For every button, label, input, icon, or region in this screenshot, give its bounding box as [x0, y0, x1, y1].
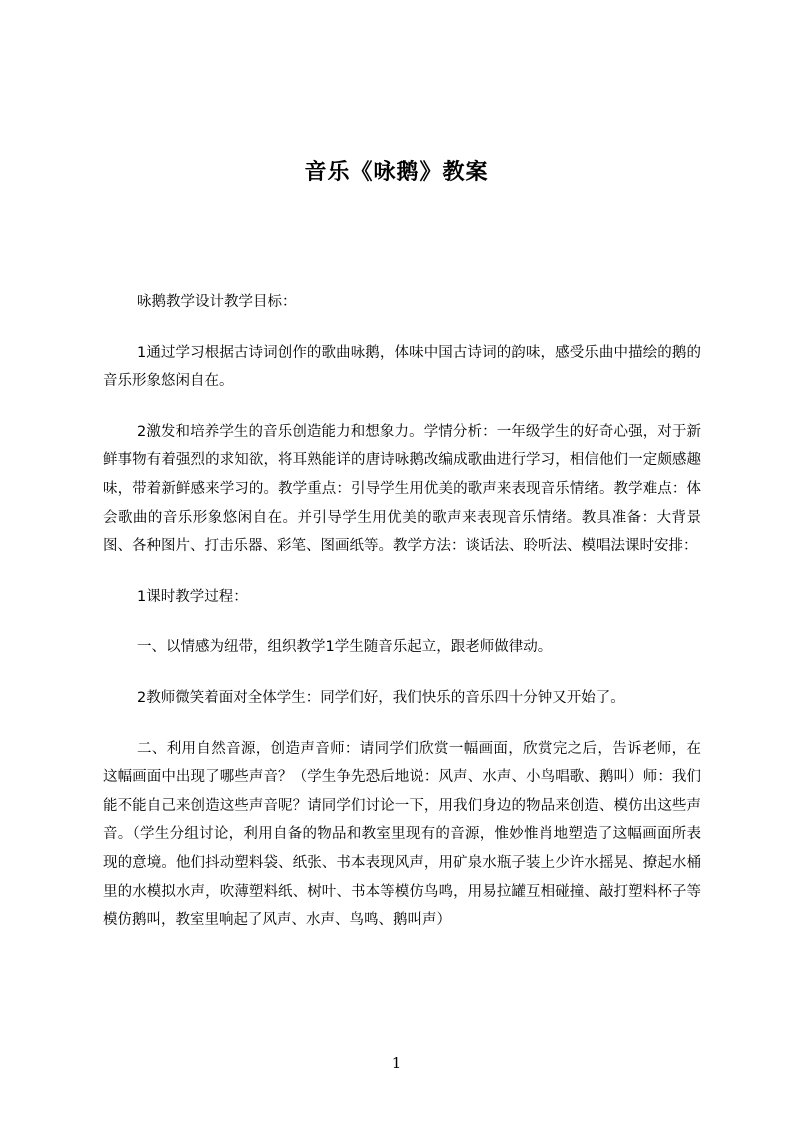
- page-title: 音乐《咏鹅》教案: [304, 159, 489, 185]
- paragraph-objective-1: 1通过学习根据古诗词创作的歌曲咏鹅，体味中国古诗词的韵味，感受乐曲中描绘的鹅的音乐形象悠闲自在。: [103, 344, 701, 390]
- page-number: 1: [391, 1054, 402, 1072]
- paragraph-step-2: 二、利用自然音源，创造声音师：请同学们欣赏一幅画面，欣赏完之后，告诉老师，在这幅画面中出现了哪些声音？（学生争先恐后地说：风声、水声、小鸟唱歌、鹅叫）师：我们能不能自己来创造这些声音呢？请同学们讨论一下，用我们身边的物品来创造、模仿出这些声音。（学生分组讨论，利用自备的物品和教室里现有的音源，惟妙惟肖地塑造了这幅画面所表现的意境。他们抖动塑料袋、纸张、书本表现风声，用矿泉水瓶子装上少许水摇晃、撩起水桶里的水模拟水声，吹薄塑料纸、树叶、书本等模仿鸟鸣，用易拉罐互相碰撞、敲打塑料杯子等模仿鹅叫，教室里响起了风声、水声、鸟鸣、鹅叫声）: [103, 740, 701, 929]
- paragraph-step-1: 一、以情感为纽带，组织教学1学生随音乐起立，跟老师做律动。: [137, 639, 553, 656]
- paragraph-class-hours: 1课时教学过程：: [137, 588, 248, 605]
- paragraph-objectives-heading: 咏鹅教学设计教学目标：: [137, 294, 297, 310]
- document-body: [103, 288, 701, 935]
- paragraph-objective-2: 2激发和培养学生的音乐创造能力和想象力。学情分析：一年级学生的好奇心强，对于新鲜事物有着强烈的求知欲，将耳熟能详的唐诗咏鹅改编成歌曲进行学习，相信他们一定颇感趣味，带着新鲜感来学习的。教学重点：引导学生用优美的歌声来表现音乐情绪。教学难点：体会歌曲的音乐形象悠闲自在。并引导学生用优美的歌声来表现音乐情绪。教具准备：大背景图、各种图片、打击乐器、彩笔、图画纸等。教学方法：谈话法、聆听法、模唱法课时安排：: [103, 423, 701, 555]
- paragraph-step-1-2: 2教师微笑着面对全体学生：同学们好，我们快乐的音乐四十分钟又开始了。: [137, 689, 625, 706]
